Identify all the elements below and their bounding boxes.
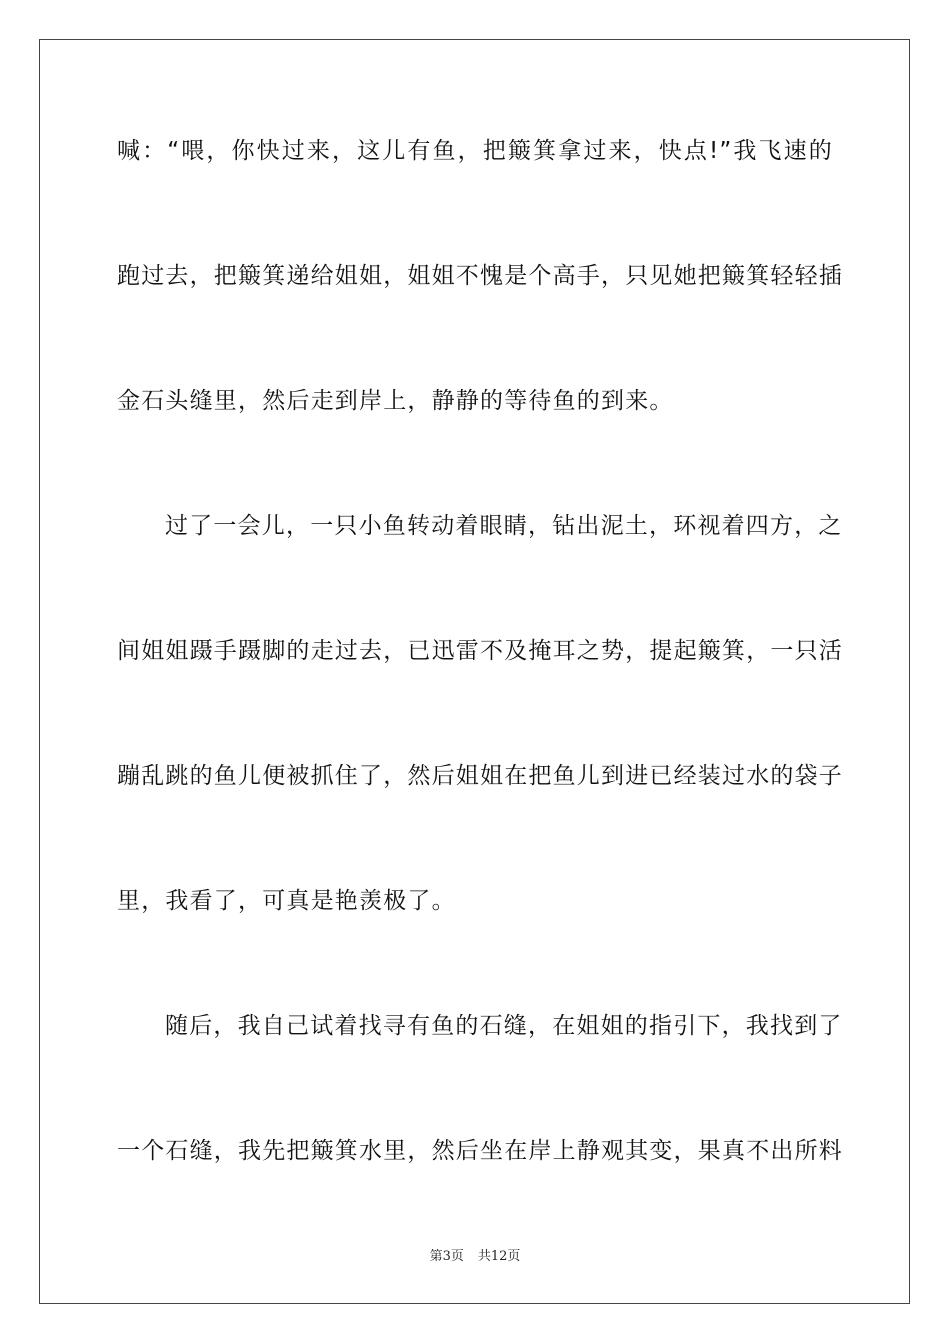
paragraph-first-line: 过了一会儿，一只小鱼转动着眼睛，钻出泥土，环视着四方，之 <box>165 513 843 539</box>
text-line: 间姐姐蹑手蹑脚的走过去，已迅雷不及掩耳之势，提起簸箕，一只活 <box>117 638 843 664</box>
text-line: 蹦乱跳的鱼儿便被抓住了，然后姐姐在把鱼儿到进已经装过水的袋子 <box>117 763 843 789</box>
page-total: 共12页 <box>477 1249 521 1264</box>
page-number: 第3页 <box>429 1249 464 1264</box>
text-line: 喊：“喂，你快过来，这儿有鱼，把簸箕拿过来，快点!”我飞速的 <box>117 138 833 164</box>
page-border <box>39 39 910 1304</box>
text-line: 里，我看了，可真是艳羡极了。 <box>117 888 456 914</box>
paragraph-first-line: 随后，我自己试着找寻有鱼的石缝，在姐姐的指引下，我找到了 <box>165 1013 843 1039</box>
page-footer <box>0 1248 950 1266</box>
text-line: 一个石缝，我先把簸箕水里，然后坐在岸上静观其变，果真不出所料 <box>117 1138 843 1164</box>
text-line: 跑过去，把簸箕递给姐姐，姐姐不愧是个高手，只见她把簸箕轻轻插 <box>117 263 843 289</box>
text-line: 金石头缝里，然后走到岸上，静静的等待鱼的到来。 <box>117 388 674 414</box>
